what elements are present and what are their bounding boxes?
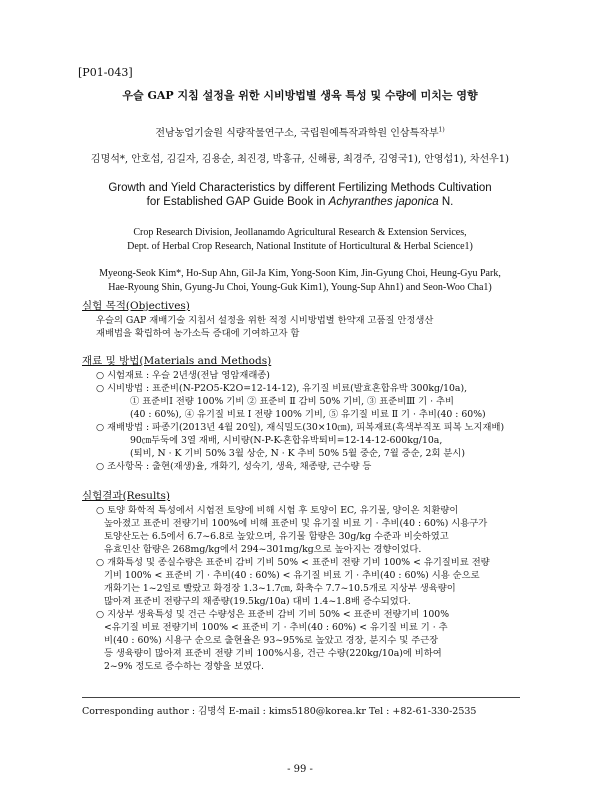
english-authors-line-1: Myeong-Seok Kim*, Ho-Sup Ahn, Gil-Ja Kim, Yong-Soon Kim, Jin-Gyung Choi, Heung-Gyu Park,: [99, 268, 501, 279]
species-name: Achyranthes japonica: [328, 196, 439, 208]
results-line: ○ 토양 화학적 특성에서 시험전 토양에 비해 시험 후 토양이 EC, 유기물, 양이온 치환량이: [96, 505, 459, 516]
korean-title: 우슬 GAP 지침 설정을 위한 시비방법별 생육 특성 및 수량에 미치는 영향: [122, 89, 478, 102]
abstract-code: [P01-043]: [78, 66, 133, 79]
objectives-line: 우슬의 GAP 재배기술 지침서 설정을 위한 적정 시비방법별 한약재 고품질 안정생산: [96, 315, 434, 326]
english-affiliation-line-1: Crop Research Division, Jeollanamdo Agricultural Research & Extension Services,: [133, 227, 467, 238]
results-line: 개화기는 1~2일로 빨랐고 화경장 1.3~1.7㎝, 화축수 7.7~10.5개로 지상부 생육량이: [104, 583, 456, 594]
methods-heading: 재료 및 방법(Materials and Methods): [82, 355, 272, 367]
results-line: 기비 100% < 표준비 기 · 추비(40 : 60%) < 유기질 비료 기 · 추비(40 : 60%) 시용 순으로: [104, 570, 480, 581]
korean-affiliation: [0, 124, 600, 139]
methods-line: 90㎝두둑에 3열 재배, 시비량(N-P-K-혼합유박퇴비=12-14-12-600kg/10a,: [130, 435, 443, 446]
results-line: 높아졌고 표준비 전량기비 100%에 비해 표준비 및 유기질 비료 기 · 추비(40 : 60%) 시용구가: [104, 518, 488, 529]
english-authors-line-2: Hae-Ryoung Shin, Gyung-Ju Choi, Young-Guk Kim1), Young-Sup Ahn1) and Seon-Woo Cha1): [108, 282, 492, 293]
objectives-line: 재배법을 확립하여 농가소득 증대에 기여하고자 함: [96, 328, 300, 339]
methods-line: (퇴비, N · K 기비 50% 3월 상순, N · K 추비 50% 5월 중순, 7월 중순, 2회 분시): [130, 448, 465, 459]
english-title-line-2: [0, 196, 600, 208]
results-line: 비(40 : 60%) 시용구 순으로 출현율은 93~95%로 높았고 경장, 분지수 및 주근장: [104, 635, 439, 646]
korean-affiliation-sup: 1): [438, 126, 445, 134]
english-affiliation-line-2: Dept. of Herbal Crop Research, National Institute of Horticultural & Herbal Science1): [127, 241, 473, 252]
methods-line: ○ 시험재료 : 우슬 2년생(전남 영암재래종): [96, 370, 270, 381]
english-title-line-1: Growth and Yield Characteristics by different Fertilizing Methods Cultivation: [108, 182, 492, 194]
objectives-heading: 실험 목적(Objectives): [82, 300, 190, 312]
methods-line: ○ 재배방법 : 파종기(2013년 4월 20일), 재식밀도(30×10㎝), 피복재료(흑색부직포 피복 노지재배): [96, 422, 505, 433]
results-line: 등 생육량이 많아져 표준비 전량 기비 100%시용, 건근 수량(220kg/10a)에 비하여: [104, 648, 442, 659]
results-line: ○ 지상부 생육특성 및 건근 수량성은 표준비 감비 기비 50% < 표준비 전량기비 100%: [96, 609, 450, 620]
results-line: 2~9% 정도로 증수하는 경향을 보였다.: [104, 661, 264, 672]
footer-divider: [82, 697, 520, 698]
english-title-pre: for Established GAP Guide Book in: [146, 196, 329, 208]
korean-affiliation-text: 전남농업기술원 식량작물연구소, 국립원예특작과학원 인삼특작부: [155, 128, 439, 139]
english-title-post: N.: [438, 196, 454, 208]
methods-line: ○ 시비방법 : 표준비(N-P2O5-K2O=12-14-12), 유기질 비료(발효혼합유박 300kg/10a),: [96, 383, 468, 394]
results-line: 토양산도는 6.5에서 6.7~6.8로 높았으며, 유기물 함량은 30g/kg 수준과 비슷하였고: [104, 531, 449, 542]
results-line: 유효인산 함량은 268mg/kg에서 294~301mg/kg으로 높아지는 경향이었다.: [104, 544, 422, 555]
methods-line: ① 표준비Ⅰ 전량 100% 기비 ② 표준비 Ⅱ 감비 50% 기비, ③ 표준비Ⅲ 기 · 추비: [130, 396, 454, 407]
methods-line: (40 : 60%), ④ 유기질 비료 Ⅰ 전량 100% 기비, ⑤ 유기질 비료 Ⅱ 기 · 추비(40 : 60%): [130, 409, 486, 420]
methods-line: ○ 조사항목 : 출현(재생)율, 개화기, 성숙기, 생육, 채종량, 근수량 등: [96, 461, 372, 472]
results-line: <유기질 비료 전량기비 100% < 표준비 기 · 추비(40 : 60%) < 유기질 비료 기 · 추: [104, 622, 448, 633]
results-line: ○ 개화특성 및 종실수량은 표준비 감비 기비 50% < 표준비 전량 기비 100% < 유기질비료 전량: [96, 557, 490, 568]
results-heading: 실험결과(Results): [82, 490, 171, 502]
results-line: 많아져 표준비 전량구의 채종량(19.5kg/10a) 대비 1.4~1.8배 증수되었다.: [104, 596, 411, 607]
page-number: - 99 -: [287, 764, 313, 775]
corresponding-author: Corresponding author : 김명석 E-mail : kims5180@korea.kr Tel : +82-61-330-2535: [82, 706, 477, 717]
korean-authors: 김명석*, 안호섭, 김길자, 김용순, 최진경, 박홍규, 신해룡, 최경주, 김영국1), 안영섭1), 차선우1): [90, 154, 510, 165]
